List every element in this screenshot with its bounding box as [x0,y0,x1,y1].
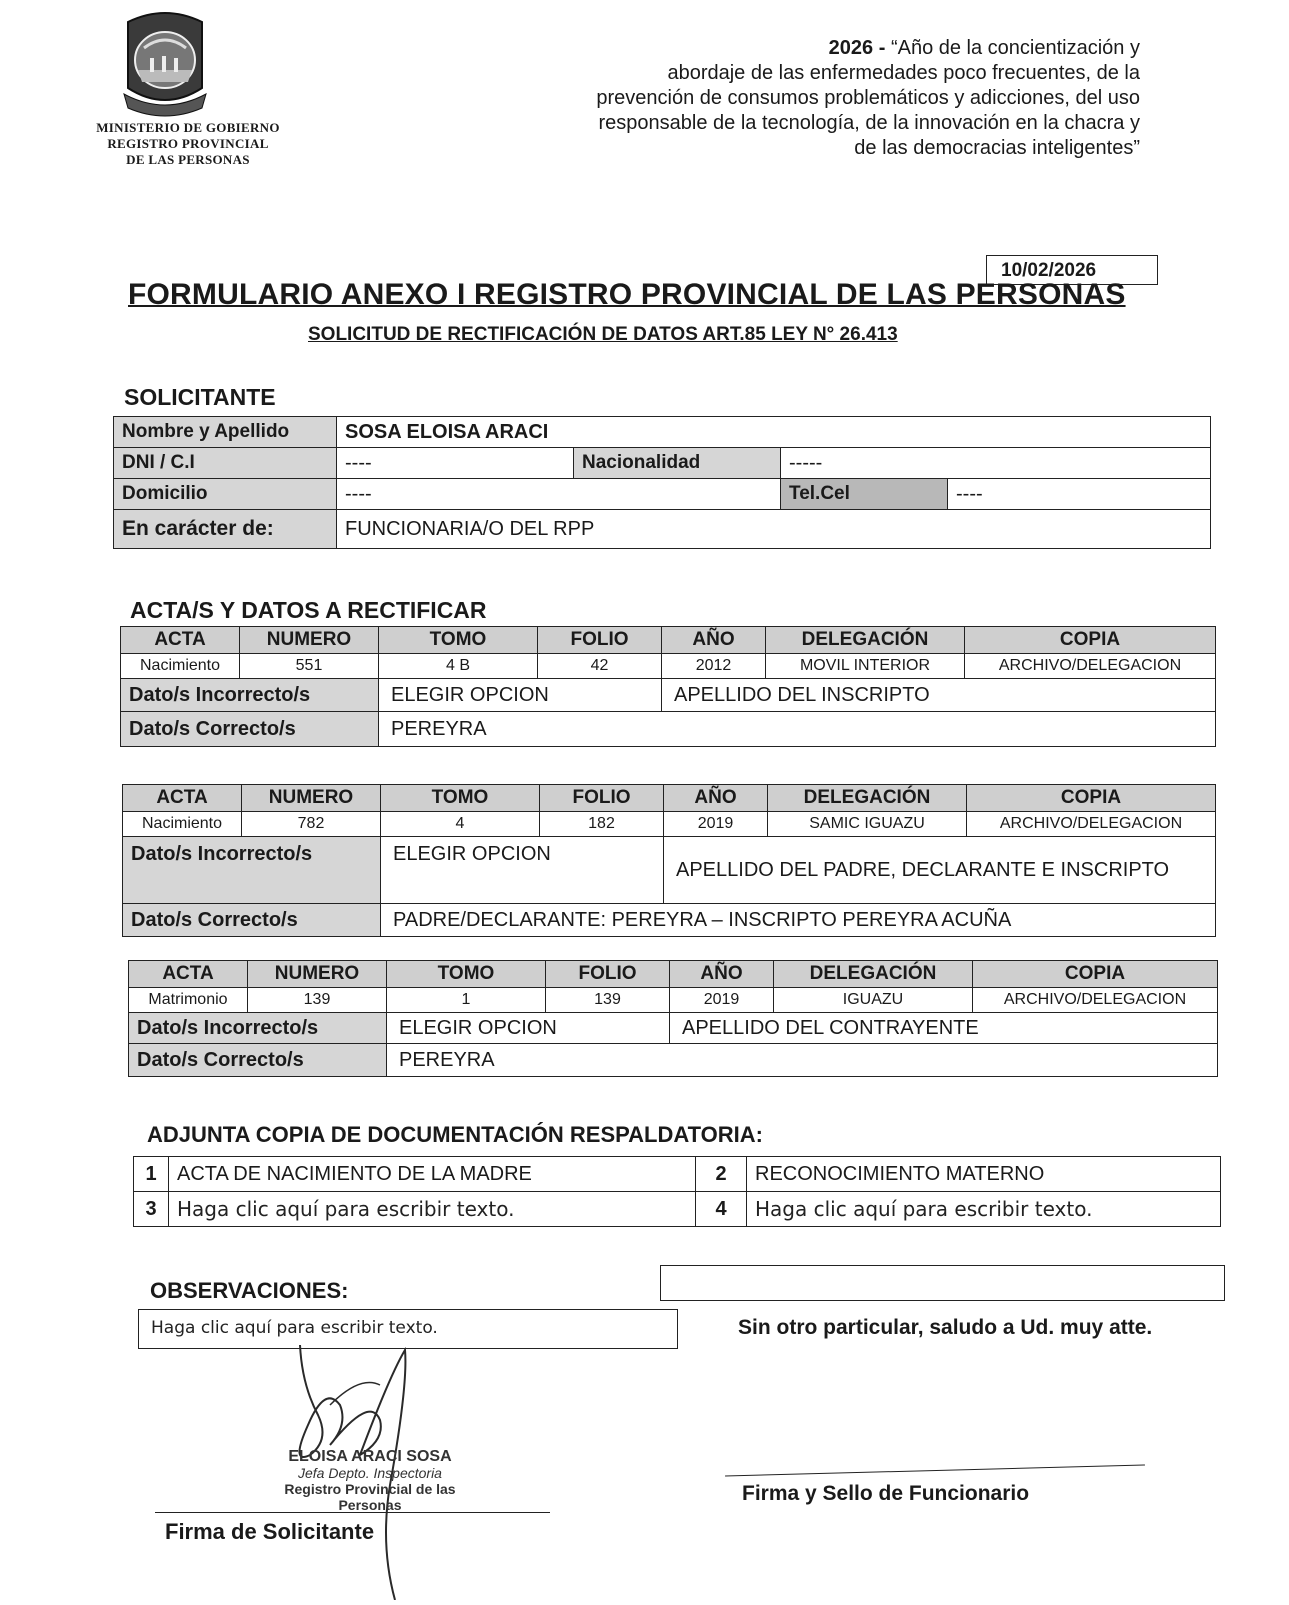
seal-icon [110,8,220,120]
adjunto-field-1[interactable]: ACTA DE NACIMIENTO DE LA MADRE [169,1157,696,1192]
col-acta: ACTA [129,961,248,988]
opcion-select[interactable]: ELEGIR OPCION [379,679,662,712]
col-numero: NUMERO [242,785,381,812]
incorrect-field[interactable]: APELLIDO DEL PADRE, DECLARANTE E INSCRIPTO [664,837,1216,904]
motto-line-1: “Año de la concientización y [890,37,1140,59]
caracter-field[interactable]: FUNCIONARIA/O DEL RPP [337,510,1211,549]
correct-label: Dato/s Correcto/s [129,1044,387,1077]
col-numero: NUMERO [248,961,387,988]
actas-heading: ACTA/S Y DATOS A RECTIFICAR [130,597,487,623]
form-title: FORMULARIO ANEXO I REGISTRO PROVINCIAL DE LAS PERSONAS [128,278,1126,311]
incorrect-field[interactable]: APELLIDO DEL INSCRIPTO [662,679,1216,712]
adjunto-field-4[interactable]: Haga clic aquí para escribir texto. [747,1192,1221,1227]
col-acta: ACTA [123,785,242,812]
motto-line-5: de las democracias inteligentes” [854,137,1140,159]
nacionalidad-field[interactable]: ----- [781,448,1211,479]
province-seal [110,8,220,120]
col-anio: AÑO [664,785,768,812]
solicitante-table [113,416,1211,549]
motto-line-2: abordaje de las enfermedades poco frecuentes, de la [667,62,1140,84]
acta-folio[interactable]: 42 [538,654,662,679]
ministry-line-3: DE LAS PERSONAS [126,152,250,167]
col-delegacion: DELEGACIÓN [766,627,965,654]
ministry-heading [78,120,298,168]
opcion-select[interactable]: ELEGIR OPCION [381,837,664,904]
adjunta-heading: ADJUNTA COPIA DE DOCUMENTACIÓN RESPALDATORIA: [147,1122,763,1147]
stamp-role: Jefa Depto. Inspectoria [298,1465,442,1481]
date-field[interactable]: 10/02/2026 [986,255,1158,285]
acta-delegacion[interactable]: SAMIC IGUAZU [768,812,967,837]
acta-folio[interactable]: 182 [540,812,664,837]
col-tomo: TOMO [379,627,538,654]
incorrect-label: Dato/s Incorrecto/s [123,837,381,904]
incorrect-label: Dato/s Incorrecto/s [121,679,379,712]
incorrect-label: Dato/s Incorrecto/s [129,1013,387,1044]
acta-tomo[interactable]: 1 [387,988,546,1013]
col-anio: AÑO [662,627,766,654]
adjunto-field-2[interactable]: RECONOCIMIENTO MATERNO [747,1157,1221,1192]
acta-table-1 [120,626,1216,747]
acta-tipo[interactable]: Nacimiento [121,654,240,679]
motto-year: 2026 - [828,37,886,59]
col-folio: FOLIO [538,627,662,654]
solicitante-heading: SOLICITANTE [124,384,276,410]
observaciones-header-box [660,1265,1225,1301]
acta-numero[interactable]: 139 [248,988,387,1013]
caracter-label: En carácter de: [114,510,337,549]
acta-anio[interactable]: 2012 [662,654,766,679]
acta-folio[interactable]: 139 [546,988,670,1013]
acta-anio[interactable]: 2019 [664,812,768,837]
adjunto-number-1: 1 [134,1157,169,1192]
acta-tipo[interactable]: Nacimiento [123,812,242,837]
col-copia: COPIA [965,627,1216,654]
observaciones-field[interactable]: Haga clic aquí para escribir texto. [138,1309,678,1349]
stamp-name: ELOISA ARACI SOSA [288,1448,452,1465]
acta-table-3 [128,960,1218,1077]
col-folio: FOLIO [546,961,670,988]
adjunto-number-2: 2 [696,1157,747,1192]
col-folio: FOLIO [540,785,664,812]
observaciones-heading: OBSERVACIONES: [150,1278,349,1303]
nombre-field[interactable]: SOSA ELOISA ARACI [337,417,1211,448]
firma-funcionario-label: Firma y Sello de Funcionario [742,1482,1030,1505]
domicilio-field[interactable]: ---- [337,479,781,510]
stamp-org: Registro Provincial de las Personas [284,1481,456,1513]
acta-table-2 [122,784,1216,937]
correct-field[interactable]: PEREYRA [379,712,1216,747]
adjunta-table [133,1156,1221,1227]
telcel-field[interactable]: ---- [948,479,1211,510]
dni-field[interactable]: ---- [337,448,574,479]
official-stamp [270,1449,470,1513]
col-numero: NUMERO [240,627,379,654]
correct-field[interactable]: PADRE/DECLARANTE: PEREYRA – INSCRIPTO PEREYRA ACUÑA [381,904,1216,937]
nacionalidad-label: Nacionalidad [574,448,781,479]
acta-anio[interactable]: 2019 [670,988,774,1013]
col-copia: COPIA [973,961,1218,988]
opcion-select[interactable]: ELEGIR OPCION [387,1013,670,1044]
ministry-line-1: MINISTERIO DE GOBIERNO [96,120,280,135]
closing-text: Sin otro particular, saludo a Ud. muy atte. [738,1316,1153,1339]
dni-label: DNI / C.I [114,448,337,479]
motto-line-3: prevención de consumos problemáticos y adicciones, del uso [596,87,1140,109]
acta-copia[interactable]: ARCHIVO/DELEGACION [973,988,1218,1013]
acta-tomo[interactable]: 4 [381,812,540,837]
col-anio: AÑO [670,961,774,988]
acta-numero[interactable]: 551 [240,654,379,679]
col-delegacion: DELEGACIÓN [768,785,967,812]
col-tomo: TOMO [387,961,546,988]
nombre-label: Nombre y Apellido [114,417,337,448]
acta-copia[interactable]: ARCHIVO/DELEGACION [967,812,1216,837]
col-tomo: TOMO [381,785,540,812]
form-subtitle: SOLICITUD DE RECTIFICACIÓN DE DATOS ART.85 LEY N° 26.413 [308,324,898,345]
firma-solicitante-label: Firma de Solicitante [165,1519,375,1544]
incorrect-field[interactable]: APELLIDO DEL CONTRAYENTE [670,1013,1218,1044]
acta-delegacion[interactable]: MOVIL INTERIOR [766,654,965,679]
adjunto-number-4: 4 [696,1192,747,1227]
col-acta: ACTA [121,627,240,654]
telcel-label: Tel.Cel [781,479,948,510]
adjunto-number-3: 3 [134,1192,169,1227]
acta-tomo[interactable]: 4 B [379,654,538,679]
correct-label: Dato/s Correcto/s [121,712,379,747]
correct-label: Dato/s Correcto/s [123,904,381,937]
correct-field[interactable]: PEREYRA [387,1044,1218,1077]
solicitante-signature-line [155,1512,550,1513]
funcionario-signature-line [725,1465,1145,1477]
acta-tipo[interactable]: Matrimonio [129,988,248,1013]
acta-numero[interactable]: 782 [242,812,381,837]
motto-line-4: responsable de la tecnología, de la innovación en la chacra y [598,112,1140,134]
col-copia: COPIA [967,785,1216,812]
domicilio-label: Domicilio [114,479,337,510]
adjunto-field-3[interactable]: Haga clic aquí para escribir texto. [169,1192,696,1227]
col-delegacion: DELEGACIÓN [774,961,973,988]
acta-delegacion[interactable]: IGUAZU [774,988,973,1013]
acta-copia[interactable]: ARCHIVO/DELEGACION [965,654,1216,679]
ministry-line-2: REGISTRO PROVINCIAL [107,136,269,151]
year-motto [500,36,1140,161]
